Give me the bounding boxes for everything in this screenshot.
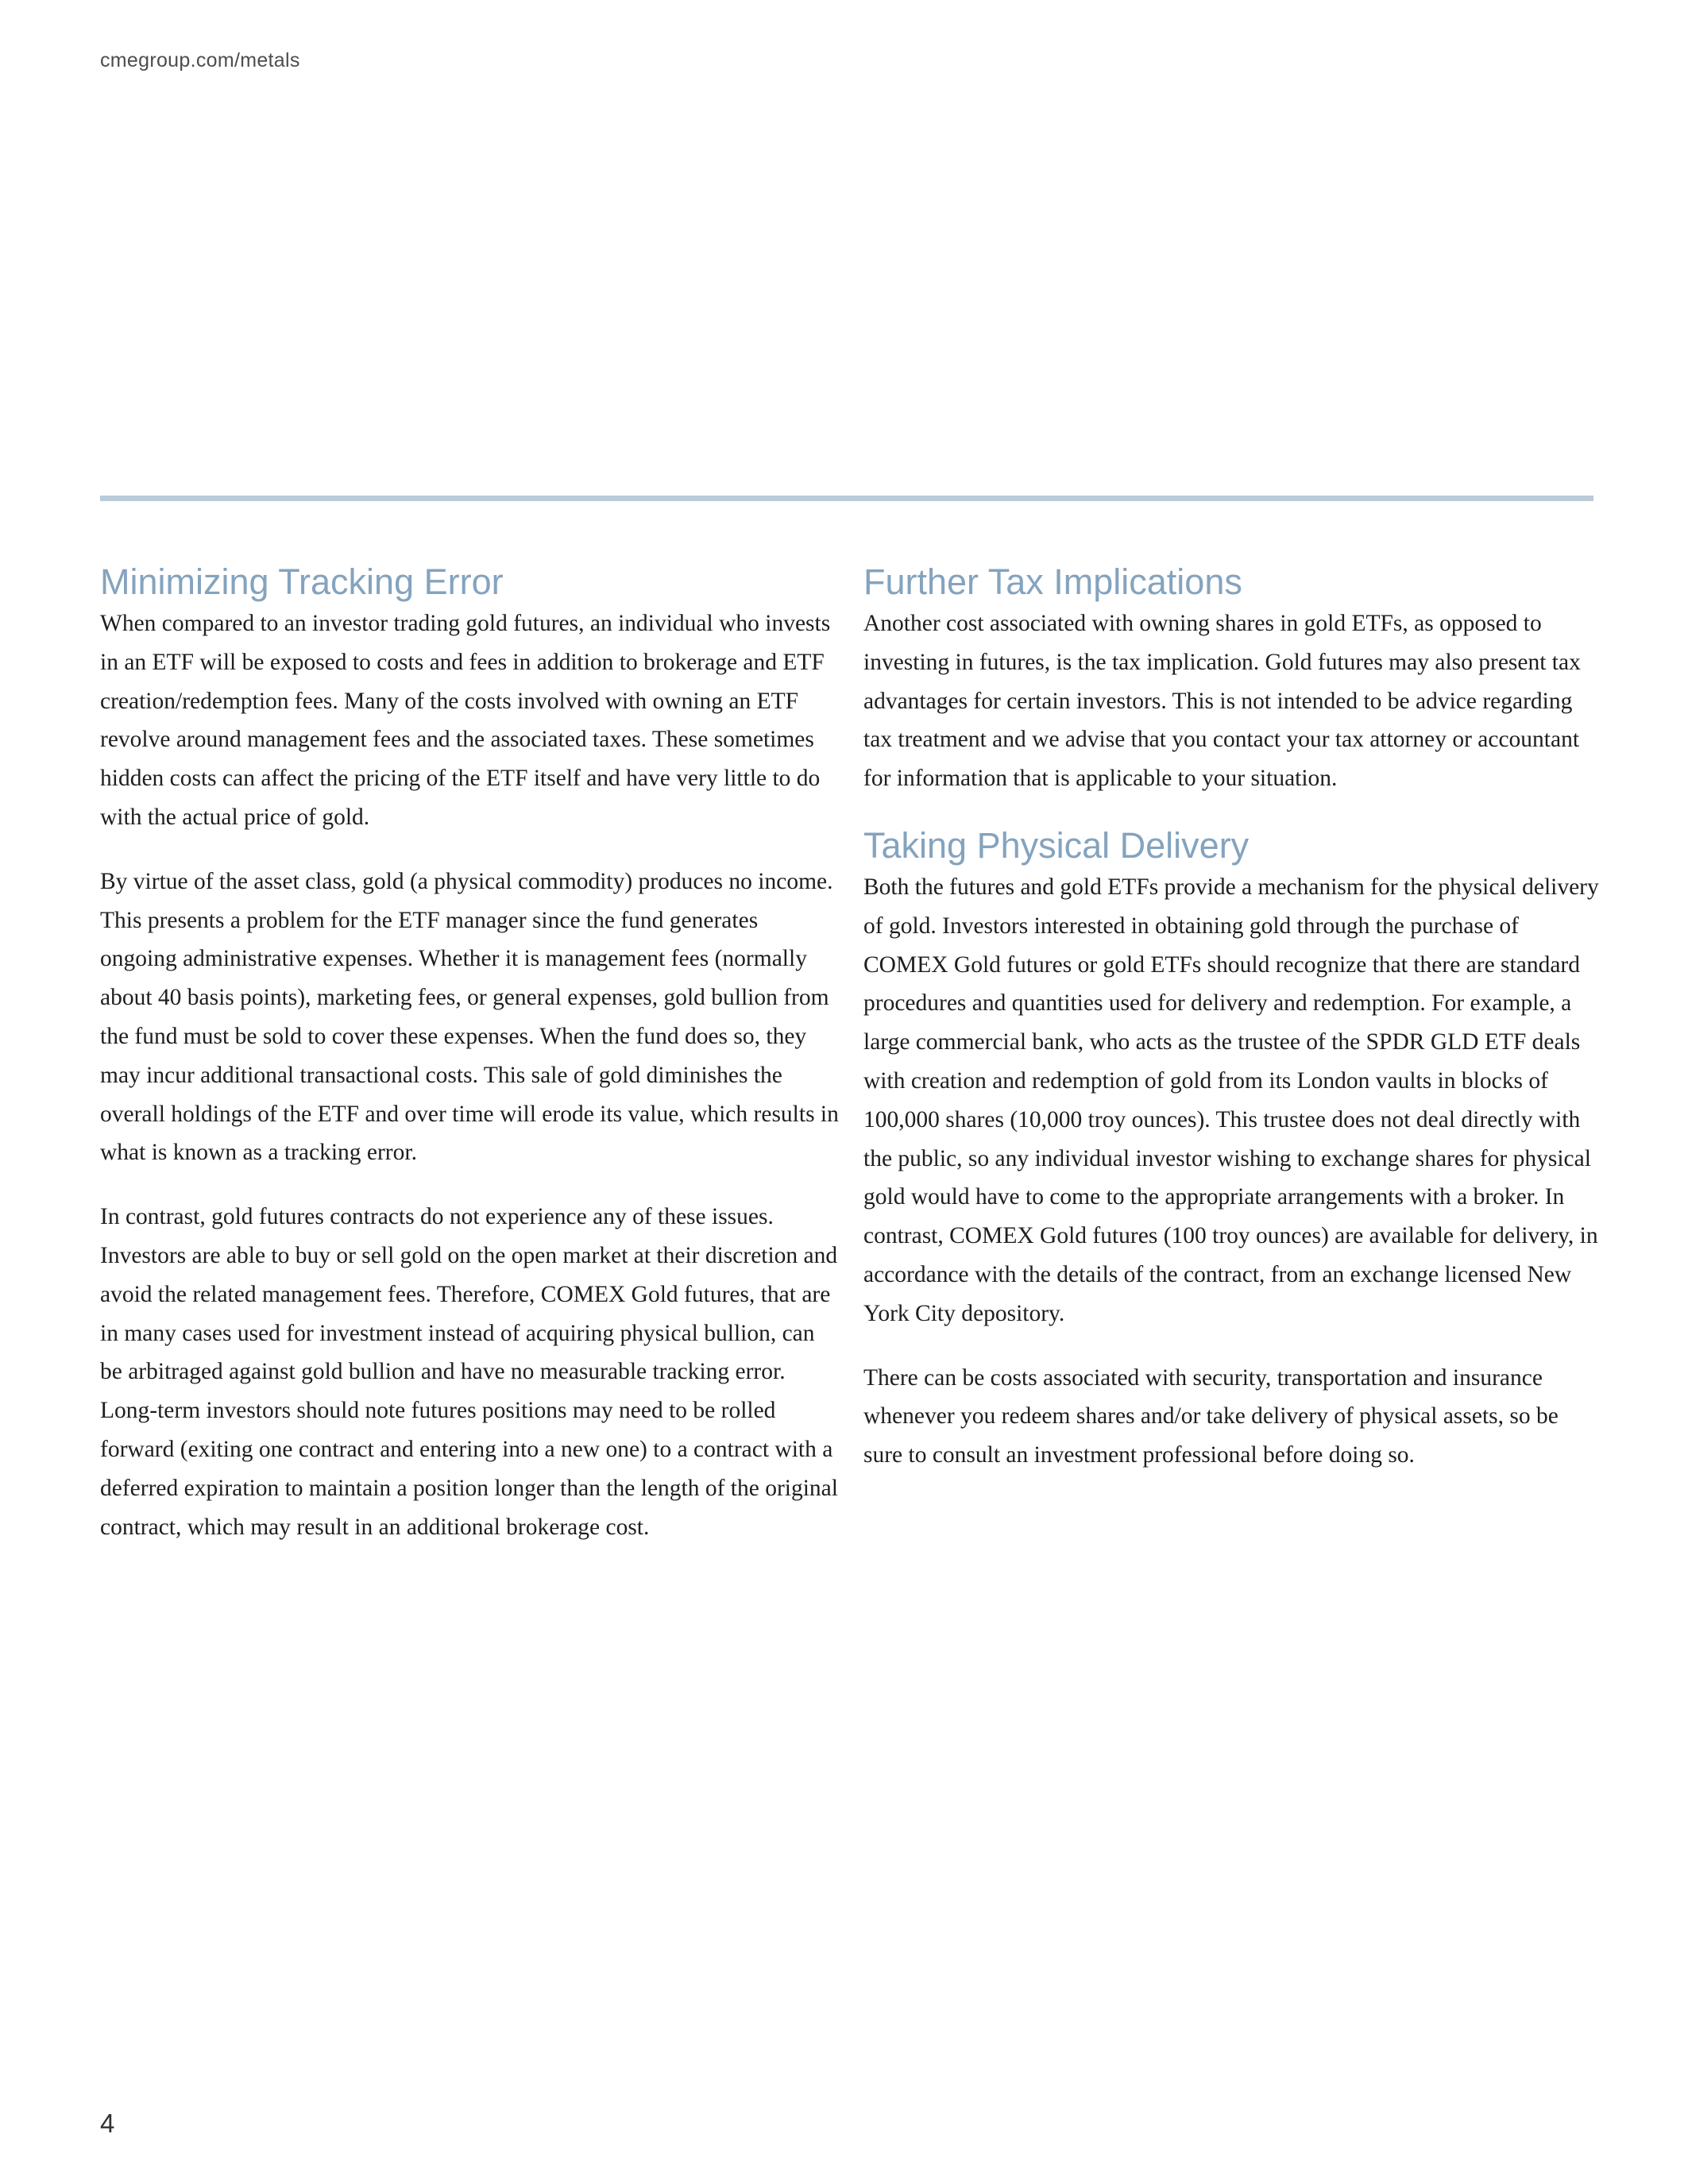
- paragraph: Another cost associated with owning shares in gold ETFs, as opposed to investing in futures, is the tax implication. Gold futures may also present tax advantages for certain investors. This is not intended to be advice regarding tax treatment and we advise that you contact your tax attorney or accountant for information that is applicable to your situation.: [863, 611, 1581, 792]
- paragraph: In contrast, gold futures contracts do not experience any of these issues. Investors are able to buy or sell gold on the open market at their discretion and avoid the related management fees. Therefore, COMEX Gold futures, that are in many cases used for investment instead of acquiring physical bullion, can be arbitraged against gold bullion and have no measurable tracking error. Long-term investors should note futures positions may need to be rolled forward (exiting one contract and entering into a new one) to a contract with a deferred expiration to maintain a position longer than the length of the original contract, which may result in an additional brokerage cost.: [100, 1204, 838, 1540]
- paragraph: By virtue of the asset class, gold (a physical commodity) produces no income. This presents a problem for the ETF manager since the fund generates ongoing administrative expenses. Whether it is management fees (normally about 40 basis points), marketing fees, or general expenses, gold bullion from the fund must be sold to cover these expenses. When the fund does so, they may incur additional transactional costs. This sale of gold diminishes the overall holdings of the ETF and over time will erode its value, which results in what is known as a tracking error.: [100, 868, 839, 1166]
- paragraph: There can be costs associated with security, transportation and insurance whenever you redeem shares and/or take delivery of physical assets, so be sure to consult an investment professional before doing so.: [863, 1364, 1559, 1468]
- paragraph: Both the futures and gold ETFs provide a mechanism for the physical delivery of gold. Investors interested in obtaining gold through the purchase of COMEX Gold futures or gold ETFs should recognize that there are standard procedures and quantities used for delivery and redemption. For example, a large commercial bank, who acts as the trustee of the SPDR GLD ETF deals with creation and redemption of gold from its London vaults in blocks of 100,000 shares (10,000 troy ounces). This trustee does not deal directly with the public, so any individual investor wishing to exchange shares for physical gold would have to come to the appropriate arrangements with a broker. In contrast, COMEX Gold futures (100 troy ounces) are available for delivery, in accordance with the details of the contract, from an exchange licensed New York City depository.: [863, 874, 1599, 1326]
- page-number: 4: [100, 2109, 115, 2138]
- section-divider: [100, 496, 1593, 501]
- paragraph: When compared to an investor trading gold futures, an individual who invests in an ETF will be exposed to costs and fees in addition to brokerage and ETF creation/redemption fees. Many of the costs involved with owning an ETF revolve around management fees and the associated taxes. These sometimes hidden costs can affect the pricing of the ETF itself and have very little to do with the actual price of gold.: [100, 611, 831, 830]
- heading-further-tax-implications: Further Tax Implications: [863, 561, 1242, 602]
- right-column: [863, 560, 1602, 1500]
- heading-taking-physical-delivery: Taking Physical Delivery: [863, 824, 1250, 866]
- heading-minimizing-tracking-error: Minimizing Tracking Error: [100, 561, 504, 602]
- left-column: [100, 560, 839, 1572]
- header-url[interactable]: cmegroup.com/metals: [100, 49, 300, 71]
